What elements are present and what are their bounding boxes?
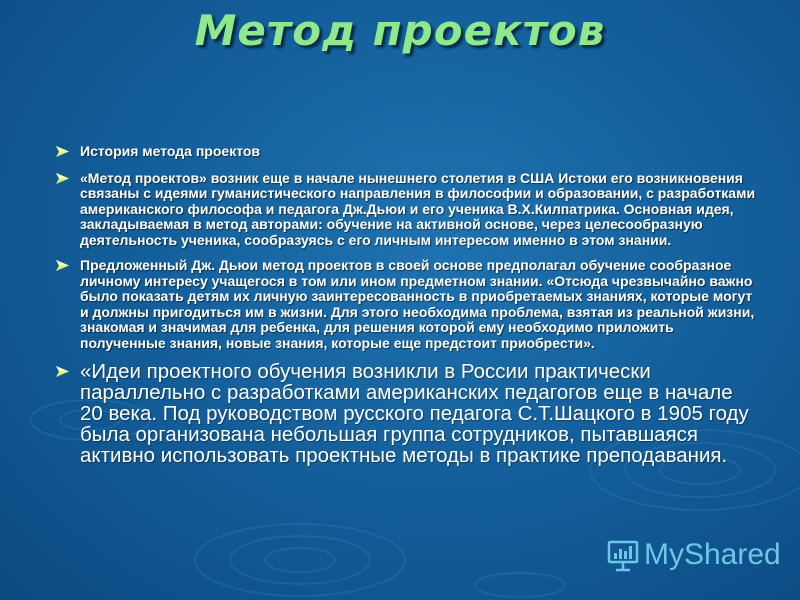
arrow-bullet-icon — [56, 173, 69, 184]
bullet-text: «Метод проектов» возник еще в начале нынешнего столетия в США Истоки его возникновения связаны с идеями гуманистического направления в философии и образовании, с разработками американского философа и педагога Дж.Дьюи и его ученика В.Х.Килпатрика. Основная идея, закладываемая в метод авторами: обучение на активной основе, через целесообразную деятельность ученика, сообразуясь с его личным интересом именно в этом знании. — [80, 169, 756, 248]
arrow-bullet-icon — [56, 260, 69, 271]
bullet-list — [56, 144, 756, 466]
bullet-text: История метода проектов — [80, 143, 261, 159]
presentation-board-icon — [606, 538, 640, 572]
bullet-item — [56, 258, 756, 351]
bullet-item — [56, 171, 756, 249]
slide-title: Метод проектов — [194, 6, 606, 55]
bullet-item — [56, 144, 756, 160]
bullet-text: Предложенный Дж. Дьюи метод проектов в своей основе предполагал обучение сообразное личному интересу учащегося в том или ином предметном знании. «Отсюда чрезвычайно важно было показать детям их личную заинтересованность в приобретаемых знаниях, которые могут и должны пригодиться им в жизни. Для этого необходима проблема, взятая из реальной жизни, знакомая и значимая для ребенка, для решения которой ему необходимо приложить полученные знания, новые знания, которые еще предстоит приобрести». — [80, 257, 755, 351]
myshared-watermark — [606, 537, 781, 573]
bullet-item — [56, 361, 756, 466]
arrow-bullet-icon — [56, 366, 69, 377]
arrow-bullet-icon — [56, 146, 69, 157]
bullet-text: «Идеи проектного обучения возникли в России практически параллельно с разработками американских педагогов еще в начале 20 века. Под руководством русского педагога С.Т.Шацкого в 1905 году была организована небольшая группа сотрудников, пытавшаяся активно использовать проектные методы в практике преподавания. — [80, 360, 749, 467]
watermark-text: MyShared — [644, 538, 781, 571]
